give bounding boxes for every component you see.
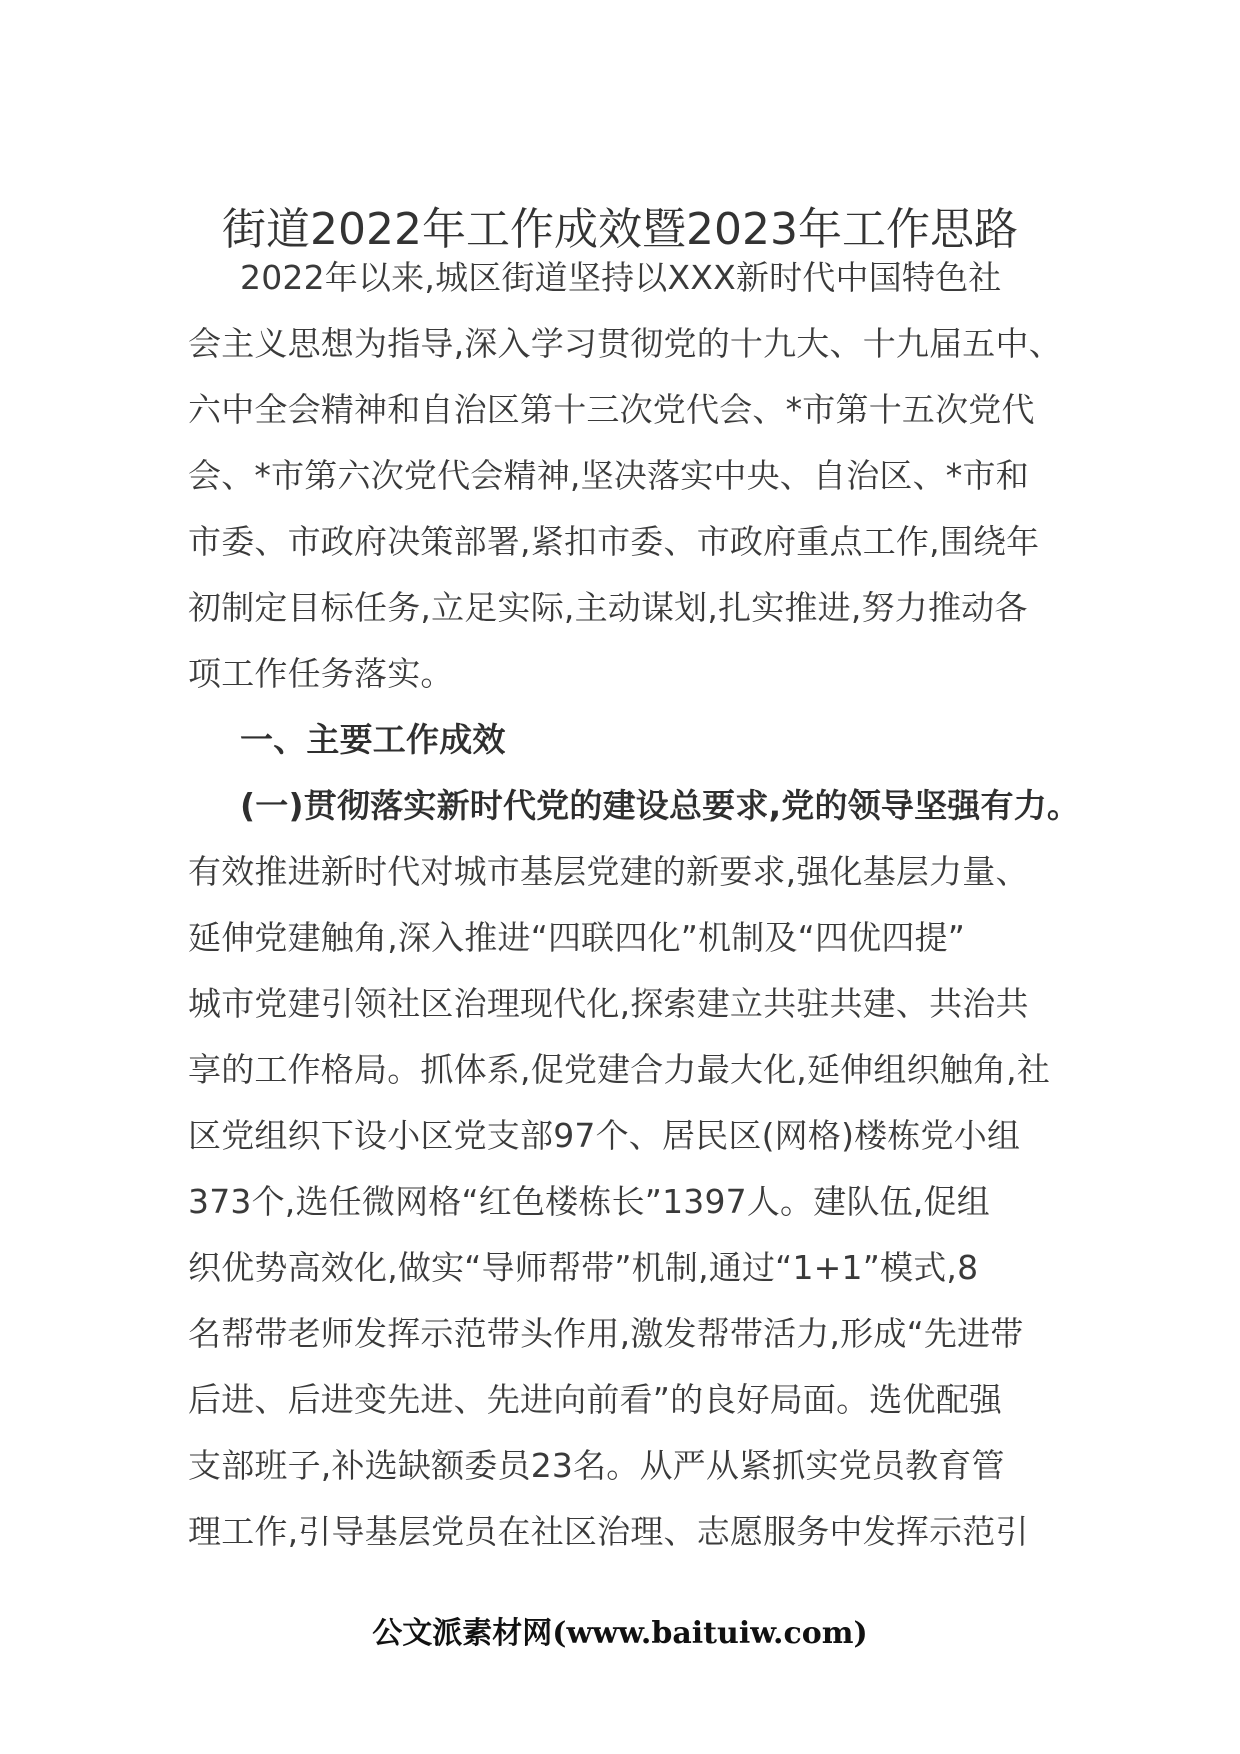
section-heading-wrap — [188, 707, 1048, 773]
text-line: 享的工作格局。抓体系,促党建合力最大化,延伸组织触角,社 — [188, 1050, 1051, 1089]
text-line: 织优势高效化,做实“导师帮带”机制,通过“1+1”模式,8 — [188, 1248, 979, 1287]
text-line: 会主义思想为指导,深入学习贯彻党的十九大、十九届五中、 — [188, 324, 1062, 363]
text-line: 六中全会精神和自治区第十三次党代会、*市第十五次党代 — [188, 390, 1035, 429]
document-title: 街道2022年工作成效暨2023年工作思路 — [222, 204, 1018, 255]
text-line: 会、*市第六次党代会精神,坚决落实中央、自治区、*市和 — [188, 456, 1029, 495]
subsection-heading: (一)贯彻落实新时代党的建设总要求,党的领导坚强有力。 — [240, 786, 1081, 825]
text-line: 延伸党建触角,深入推进“四联四化”机制及“四优四提” — [188, 918, 966, 957]
text-line: 支部班子,补选缺额委员23名。从严从紧抓实党员教育管 — [188, 1446, 1005, 1485]
text-line: 名帮带老师发挥示范带头作用,激发帮带活力,形成“先进带 — [188, 1314, 1024, 1353]
document-body — [188, 245, 1081, 1565]
text-line: 有效推进新时代对城市基层党建的新要求,强化基层力量、 — [188, 852, 1029, 891]
text-line: 区党组织下设小区党支部97个、居民区(网格)楼栋党小组 — [188, 1116, 1021, 1155]
text-line: 市委、市政府决策部署,紧扣市委、市政府重点工作,围绕年 — [188, 522, 1040, 561]
text-line: 2022年以来,城区街道坚持以XXX新时代中国特色社 — [240, 258, 1002, 297]
footer-watermark: 公文派素材网(www.baituiw.com) — [372, 1616, 868, 1651]
section-heading: 一、主要工作成效 — [240, 720, 506, 759]
text-line: 项工作任务落实。 — [188, 654, 454, 693]
text-line: 后进、后进变先进、先进向前看”的良好局面。选优配强 — [188, 1380, 1003, 1419]
text-line: 初制定目标任务,立足实际,主动谋划,扎实推进,努力推动各 — [188, 588, 1028, 627]
text-line: 城市党建引领社区治理现代化,探索建立共驻共建、共治共 — [188, 984, 1029, 1023]
subsection-paragraph — [188, 773, 1081, 1565]
intro-paragraph — [188, 245, 1062, 707]
text-line: 373个,选任微网格“红色楼栋长”1397人。建队伍,促组 — [188, 1182, 990, 1221]
text-line: 理工作,引导基层党员在社区治理、志愿服务中发挥示范引 — [188, 1512, 1029, 1551]
